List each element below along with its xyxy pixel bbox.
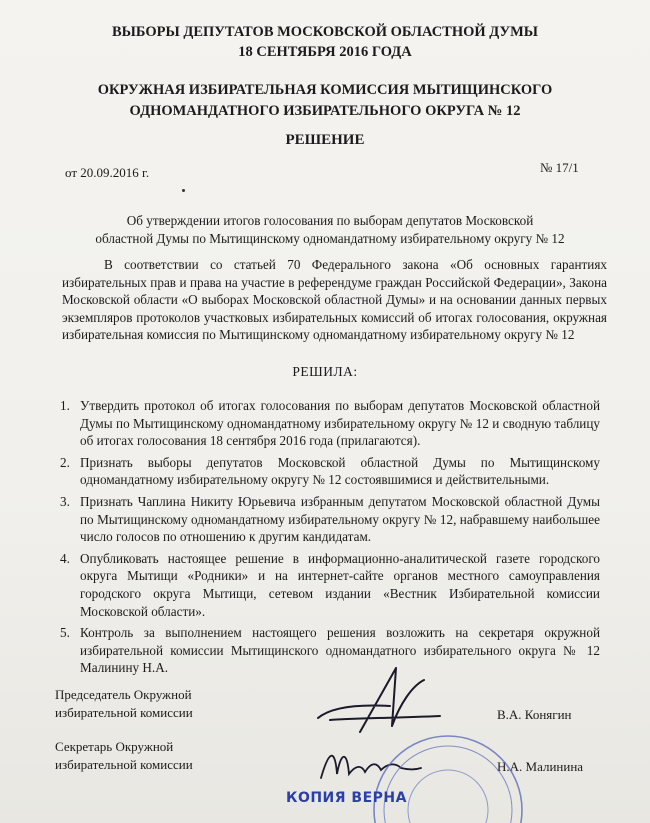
resolution-items-list — [60, 397, 600, 681]
secretary-name: Н.А. Малинина — [497, 759, 584, 774]
item-text: Утвердить протокол об итогах голосования по выборам депутатов Московской областной Думы по Мытищинскому одномандатному избирательному округу № 12 и сводную таблицу об итогах голосования 18 сентября 2016 года (прилагаются). — [80, 398, 600, 449]
election-date-line: 18 СЕНТЯБРЯ 2016 ГОДА — [238, 44, 412, 60]
subject-line-1: Об утверждении итогов голосования по выборам депутатов Московской — [126, 213, 534, 228]
item-number: 5. — [60, 625, 70, 641]
chair-name: В.А. Конягин — [497, 707, 572, 722]
item-text: Признать Чаплина Никиту Юрьевича избранным депутатом Московской областной Думы по Мытищинскому одномандатному избирательному округу № 12, набравшему наибольшее число голосов по отношению к другим кандидатам. — [80, 493, 600, 545]
decision-number: № 17/1 — [540, 160, 579, 175]
resolution-item — [60, 454, 600, 489]
commission-title — [0, 80, 650, 122]
commission-title-line-2: ОДНОМАНДАТНОГО ИЗБИРАТЕЛЬНОГО ОКРУГА № 12 — [129, 103, 521, 119]
document-type-heading: РЕШЕНИЕ — [285, 132, 365, 148]
chair-label-line-2: избирательной комиссии — [55, 705, 193, 720]
item-number: 4. — [60, 550, 70, 566]
resolved-heading: РЕШИЛА: — [292, 364, 358, 379]
chair-label-line-1: Председатель Окружной — [55, 687, 192, 702]
item-text: Опубликовать настоящее решение в информационно-аналитической газете городского округа Мытищи «Родники» и на интернет-сайте органов местного самоуправления городского округа Мытищи, сетевом издании «Вестник Избирательной комиссии Московской области». — [80, 550, 600, 619]
secretary-label — [55, 738, 193, 774]
commission-title-line-1: ОКРУЖНАЯ ИЗБИРАТЕЛЬНАЯ КОМИССИЯ МЫТИЩИНСКОГО — [97, 82, 553, 98]
preamble-paragraph: В соответствии со статьей 70 Федерального закона «Об основных гарантиях избирательных прав и права на участие в референдуме граждан Российской Федерации», Закона Московской области «О выборах Московской областной Думы» и на основании данных первых экземпляров протоколов участковых избирательных комиссий об итогах голосования, окружная избирательная комиссия по Мытищинскому одномандатному избирательному округу № 12 — [62, 257, 607, 343]
secretary-label-line-1: Секретарь Окружной — [55, 739, 174, 754]
secretary-label-line-2: избирательной комиссии — [55, 757, 193, 772]
resolution-item — [60, 397, 600, 450]
certified-copy-stamp: КОПИЯ ВЕРНА — [286, 790, 407, 806]
decision-subject — [70, 212, 590, 248]
resolution-item — [60, 550, 600, 620]
chair-label — [55, 686, 193, 722]
ink-dot-mark — [182, 189, 185, 192]
item-text: Признать выборы депутатов Московской областной Думы по Мытищинскому одномандатному избирательному округу № 12 состоявшимися и действительными. — [80, 454, 600, 488]
subject-line-2: областной Думы по Мытищинскому одномандатному избирательному округу № 12 — [95, 231, 565, 246]
item-number: 2. — [60, 454, 70, 470]
item-number: 3. — [60, 493, 70, 509]
item-text: Контроль за выполнением настоящего решения возложить на секретаря окружной избирательной комиссии Мытищинского одномандатного избирательного округа № 12 Малинину Н.А. — [80, 625, 600, 676]
election-title — [0, 22, 650, 62]
election-title-line-1: ВЫБОРЫ ДЕПУТАТОВ МОСКОВСКОЙ ОБЛАСТНОЙ ДУМЫ — [111, 24, 539, 40]
item-number: 1. — [60, 398, 70, 413]
decision-date: от 20.09.2016 г. — [65, 165, 150, 180]
official-stamp-icon — [368, 720, 528, 823]
resolution-item — [60, 493, 600, 546]
